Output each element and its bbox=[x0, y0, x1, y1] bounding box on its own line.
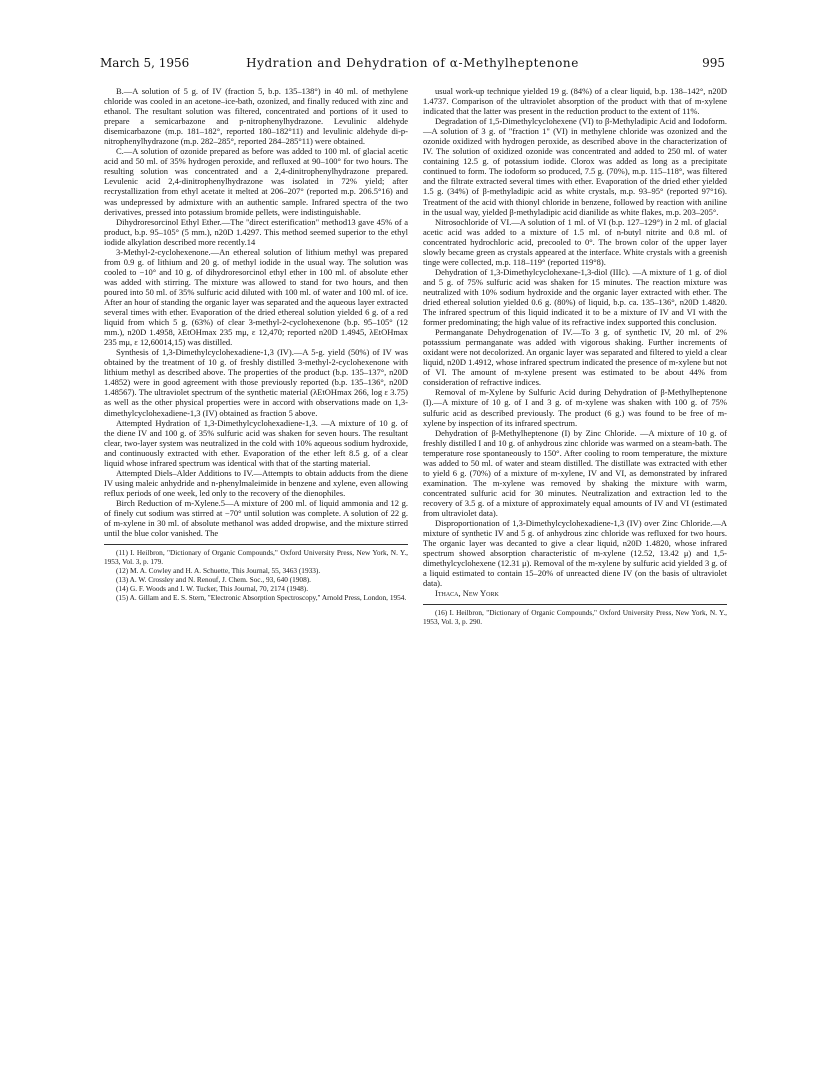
page-header bbox=[100, 56, 725, 72]
footnote: (14) G. F. Woods and I. W. Tucker, This Journal, 70, 2174 (1948). bbox=[116, 584, 309, 594]
paragraph: Degradation of 1,5-Dimethylcyclohexene (VI) to β-Methyladipic Acid and Iodoform.—A solution of 3 g. of "fraction 1" (VI) in methylene chloride was ozonized and the ozonide oxidized with hydrogen peroxide, as described above in the characterization of IV. The solution of oxidized ozonide was concentrated and added to 250 ml. of water containing 12.5 g. of potassium iodide. Clorox was added as long as a precipitate continued to form. The iodoform so produced, 7.5 g. (70%), m.p. 115–118°, was filtered and the filtrate extracted several times with ether. Evaporation of the dried ether yielded 1.5 g. (34%) of β-methyladipic acid as white crystals, m.p. 93–95° (reported 97°16). Treatment of the acid with thionyl chloride in benzene, followed by reaction with aniline in the usual way, yielded β-methyladipic acid dianilide as white flakes, m.p. 203–205°. bbox=[423, 116, 727, 217]
paragraph: Disproportionation of 1,3-Dimethylcyclohexadiene-1,3 (IV) over Zinc Chloride.—A mixture of synthetic IV and 5 g. of anhydrous zinc chloride was refluxed for two hours. The organic layer was decanted to give a clear liquid, n20D 1.4820, whose infrared spectrum showed absorption characteristic of m-xylene (12.52, 13.42 μ) and 1,5-dimethylcyclohexene (12.31 μ). Removal of the m-xylene by sulfuric acid yielded 3 g. of a liquid estimated to contain 15–20% of unreacted diene IV (on the basis of ultraviolet data). bbox=[423, 518, 727, 589]
paragraph: Dehydration of 1,3-Dimethylcyclohexane-1,3-diol (IIIc). —A mixture of 1 g. of diol and 5 g. of 75% sulfuric acid was shaken for 15 minutes. The reaction mixture was neutralized with 10% sodium hydroxide and the organic layer extracted with ether. The dried ethereal solution yielded 0.6 g. (80%) of liquid, b.p. ca. 135–136°, n20D 1.4820. The infrared spectrum of this liquid indicated it to be a mixture of IV and VI with the former predominating; the high value of its refractive index supported this conclusion. bbox=[423, 266, 727, 328]
left-column bbox=[104, 86, 408, 602]
paragraph: B.—A solution of 5 g. of IV (fraction 5, b.p. 135–138°) in 40 ml. of methylene chloride was cooled in an acetone–ice-bath, ozonized, and finally reduced with zinc and ethanol. The resultant solution was filtered, concentrated and portions of it used to prepare a semicarbazone and p-nitrophenylhydrazone. Levulinic aldehyde disemicarbazone (m.p. 181–182°, reported 180–182°11) and levulinic aldehyde di-p-nitrophenylhydrazone (m.p. 282–285°, reported 284–285°11) were obtained. bbox=[104, 86, 408, 147]
author-location: Ithaca, New York bbox=[435, 588, 499, 599]
paragraph: 3-Methyl-2-cyclohexenone.—An ethereal solution of lithium methyl was prepared from 0.9 g. of lithium and 20 g. of methyl iodide in the usual way. The solution was cooled to −10° and 10 g. of dihydroresorcinol ethyl ether in 100 ml. of absolute ether was added with stirring. The mixture was allowed to stand for two hours, and then poured into 50 ml. of 35% sulfuric acid diluted with 100 ml. of water and 100 ml. of ice. After an hour of standing the organic layer was separated and the aqueous layer extracted several times with ether. Evaporation of the dried ethereal solution yielded 6 g. of a red liquid from which 5 g. (63%) of clear 3-methyl-2-cyclohexenone (b.p. 95–105° (12 mm.), n20D 1.4958, λEtOHmax 235 mμ, ε 12,470; reported n20D 1.4945, λEtOHmax 235 mμ, ε 12,60014,15) was distilled. bbox=[104, 246, 408, 348]
header-title: Hydration and Dehydration of α-Methylheptenone bbox=[246, 56, 579, 70]
footnote: (15) A. Gillam and E. S. Stern, "Electronic Absorption Spectroscopy," Arnold Press, London, 1954. bbox=[116, 593, 407, 603]
paragraph: Dihydroresorcinol Ethyl Ether.—The "direct esterification" method13 gave 45% of a product, b.p. 95–105° (5 mm.), n20D 1.4297. This method seemed superior to the ethyl iodide alkylation described more recently.14 bbox=[104, 216, 408, 247]
footnote-divider bbox=[423, 604, 727, 605]
footnote: (11) I. Heilbron, "Dictionary of Organic Compounds," Oxford University Press, New York, N. Y., 1953, Vol. 3, p. 179. bbox=[104, 548, 408, 567]
paragraph: Removal of m-Xylene by Sulfuric Acid during Dehydration of β-Methylheptenone (I).—A mixture of 10 g. of I and 3 g. of m-xylene was shaken with 100 g. of 75% sulfuric acid as described previously. The product (6 g.) was found to be free of m-xylene by inspection of its infrared spectrum. bbox=[423, 387, 727, 428]
paragraph: C.—A solution of ozonide prepared as before was added to 100 ml. of glacial acetic acid and 50 ml. of 35% hydrogen peroxide, and refluxed at 90–100° for two hours. The resulting solution was concentrated and a 2,4-dinitrophenylhydrazone prepared. Levulenic acid 2,4-dinitrophenylhydrazone was isolated in 72% yield; after recrystallization from ethyl acetate it melted at 206–207° (reported m.p. 206.5°16) and was undepressed by admixture with an authentic sample. Infrared spectra of the two derivatives, pressed into potassium bromide pellets, were indistinguishable. bbox=[104, 146, 408, 217]
paragraph: usual work-up technique yielded 19 g. (84%) of a clear liquid, b.p. 138–142°, n20D 1.4737. Comparison of the ultraviolet absorption of the product with that of m-xylene indicated that the latter was present in the reduction product to the extent of 11%. bbox=[423, 86, 727, 117]
paragraph: Nitrosochloride of VI.—A solution of 1 ml. of VI (b.p. 127–129°) in 2 ml. of glacial acetic acid was added to a mixture of 1.5 ml. of n-butyl nitrite and 0.8 ml. of concentrated hydrochloric acid, precooled to 0°. The brown color of the upper layer slowly became green as crystals appeared at the interface. White crystals with a greenish tinge were collected, m.p. 118–119° (reported 119°8). bbox=[423, 216, 727, 267]
footnote-divider bbox=[104, 544, 408, 545]
paragraph: Attempted Diels–Alder Additions to IV.—Attempts to obtain adducts from the diene IV using maleic anhydride and n-phenylmaleimide in benzene and xylene, even allowing reflux periods of one week, led only to the recovery of the dienophiles. bbox=[104, 467, 408, 498]
footnote: (12) M. A. Cowley and H. A. Schuette, This Journal, 55, 3463 (1933). bbox=[116, 566, 321, 576]
footnote: (13) A. W. Crossley and N. Renouf, J. Chem. Soc., 93, 640 (1908). bbox=[116, 575, 311, 585]
header-date: March 5, 1956 bbox=[100, 56, 190, 70]
footnote: (16) I. Heilbron, "Dictionary of Organic Compounds," Oxford University Press, New York, N. Y., 1953, Vol. 3, p. 290. bbox=[423, 608, 727, 627]
paragraph: Attempted Hydration of 1,3-Dimethylcyclohexadiene-1,3. —A mixture of 10 g. of the diene IV and 100 g. of 35% sulfuric acid was shaken for seven hours. The resultant clear, two-layer system was neutralized in the cold with 10% aqueous sodium hydroxide, and continuously extracted with ether. Evaporation of the ether left 8.5 g. of a clear liquid whose infrared spectrum was identical with that of the starting material. bbox=[104, 417, 408, 468]
paragraph: Dehydration of β-Methylheptenone (I) by Zinc Chloride. —A mixture of 10 g. of freshly distilled I and 10 g. of anhydrous zinc chloride was warmed on a steam-bath. The temperature rose spontaneously to 150°. After cooling to room temperature, the mixture was added to 50 ml. of water and steam distilled. The distillate was extracted with ether to yield 6 g. (70%) of a mixture of m-xylene, IV and VI, as demonstrated by infrared examination. The m-xylene was removed by shaking the mixture with warm, concentrated sulfuric acid for 30 minutes. Neutralization and extraction led to the recovery of 3.5 g. of a mixture of approximately equal amounts of IV and VI (estimated from ultraviolet data). bbox=[423, 427, 727, 518]
page-number: 995 bbox=[702, 56, 725, 70]
paragraph: Synthesis of 1,3-Dimethylcyclohexadiene-1,3 (IV).—A 5-g. yield (50%) of IV was obtained by the treatment of 10 g. of freshly distilled 3-methyl-2-cyclohexenone with lithium methyl as described above. The properties of the product (b.p. 135–137°, n20D 1.4852) were in good agreement with those previously reported (b.p. 135–136°, n20D 1.48567). The ultraviolet spectrum of the synthetic material (λEtOHmax 266, log ε 3.75) as well as the other physical properties were in accord with observations made on 1,3-dimethylcyclohexadiene-1,3 (IV) obtained as fraction 5 above. bbox=[104, 347, 408, 418]
paragraph: Permanganate Dehydrogenation of IV.—To 3 g. of synthetic IV, 20 ml. of 2% potasssium permanganate was added with vigorous shaking. Further increments of oxidant were not decolorized. An organic layer was separated and filtered to yield a clear liquid, n20D 1.4912, whose infrared spectrum indicated the presence of m-xylene but not of VI. The amount of m-xylene present was estimated to be about 44% from consideration of refractive indices. bbox=[423, 327, 727, 388]
paragraph: Birch Reduction of m-Xylene.5—A mixture of 200 ml. of liquid ammonia and 12 g. of finely cut sodium was stirred at −70° until solution was complete. A solution of 22 g. of m-xylene in 30 ml. of absolute methanol was added dropwise, and the mixture stirred until the blue color vanished. The bbox=[104, 497, 408, 539]
right-column bbox=[423, 86, 727, 626]
